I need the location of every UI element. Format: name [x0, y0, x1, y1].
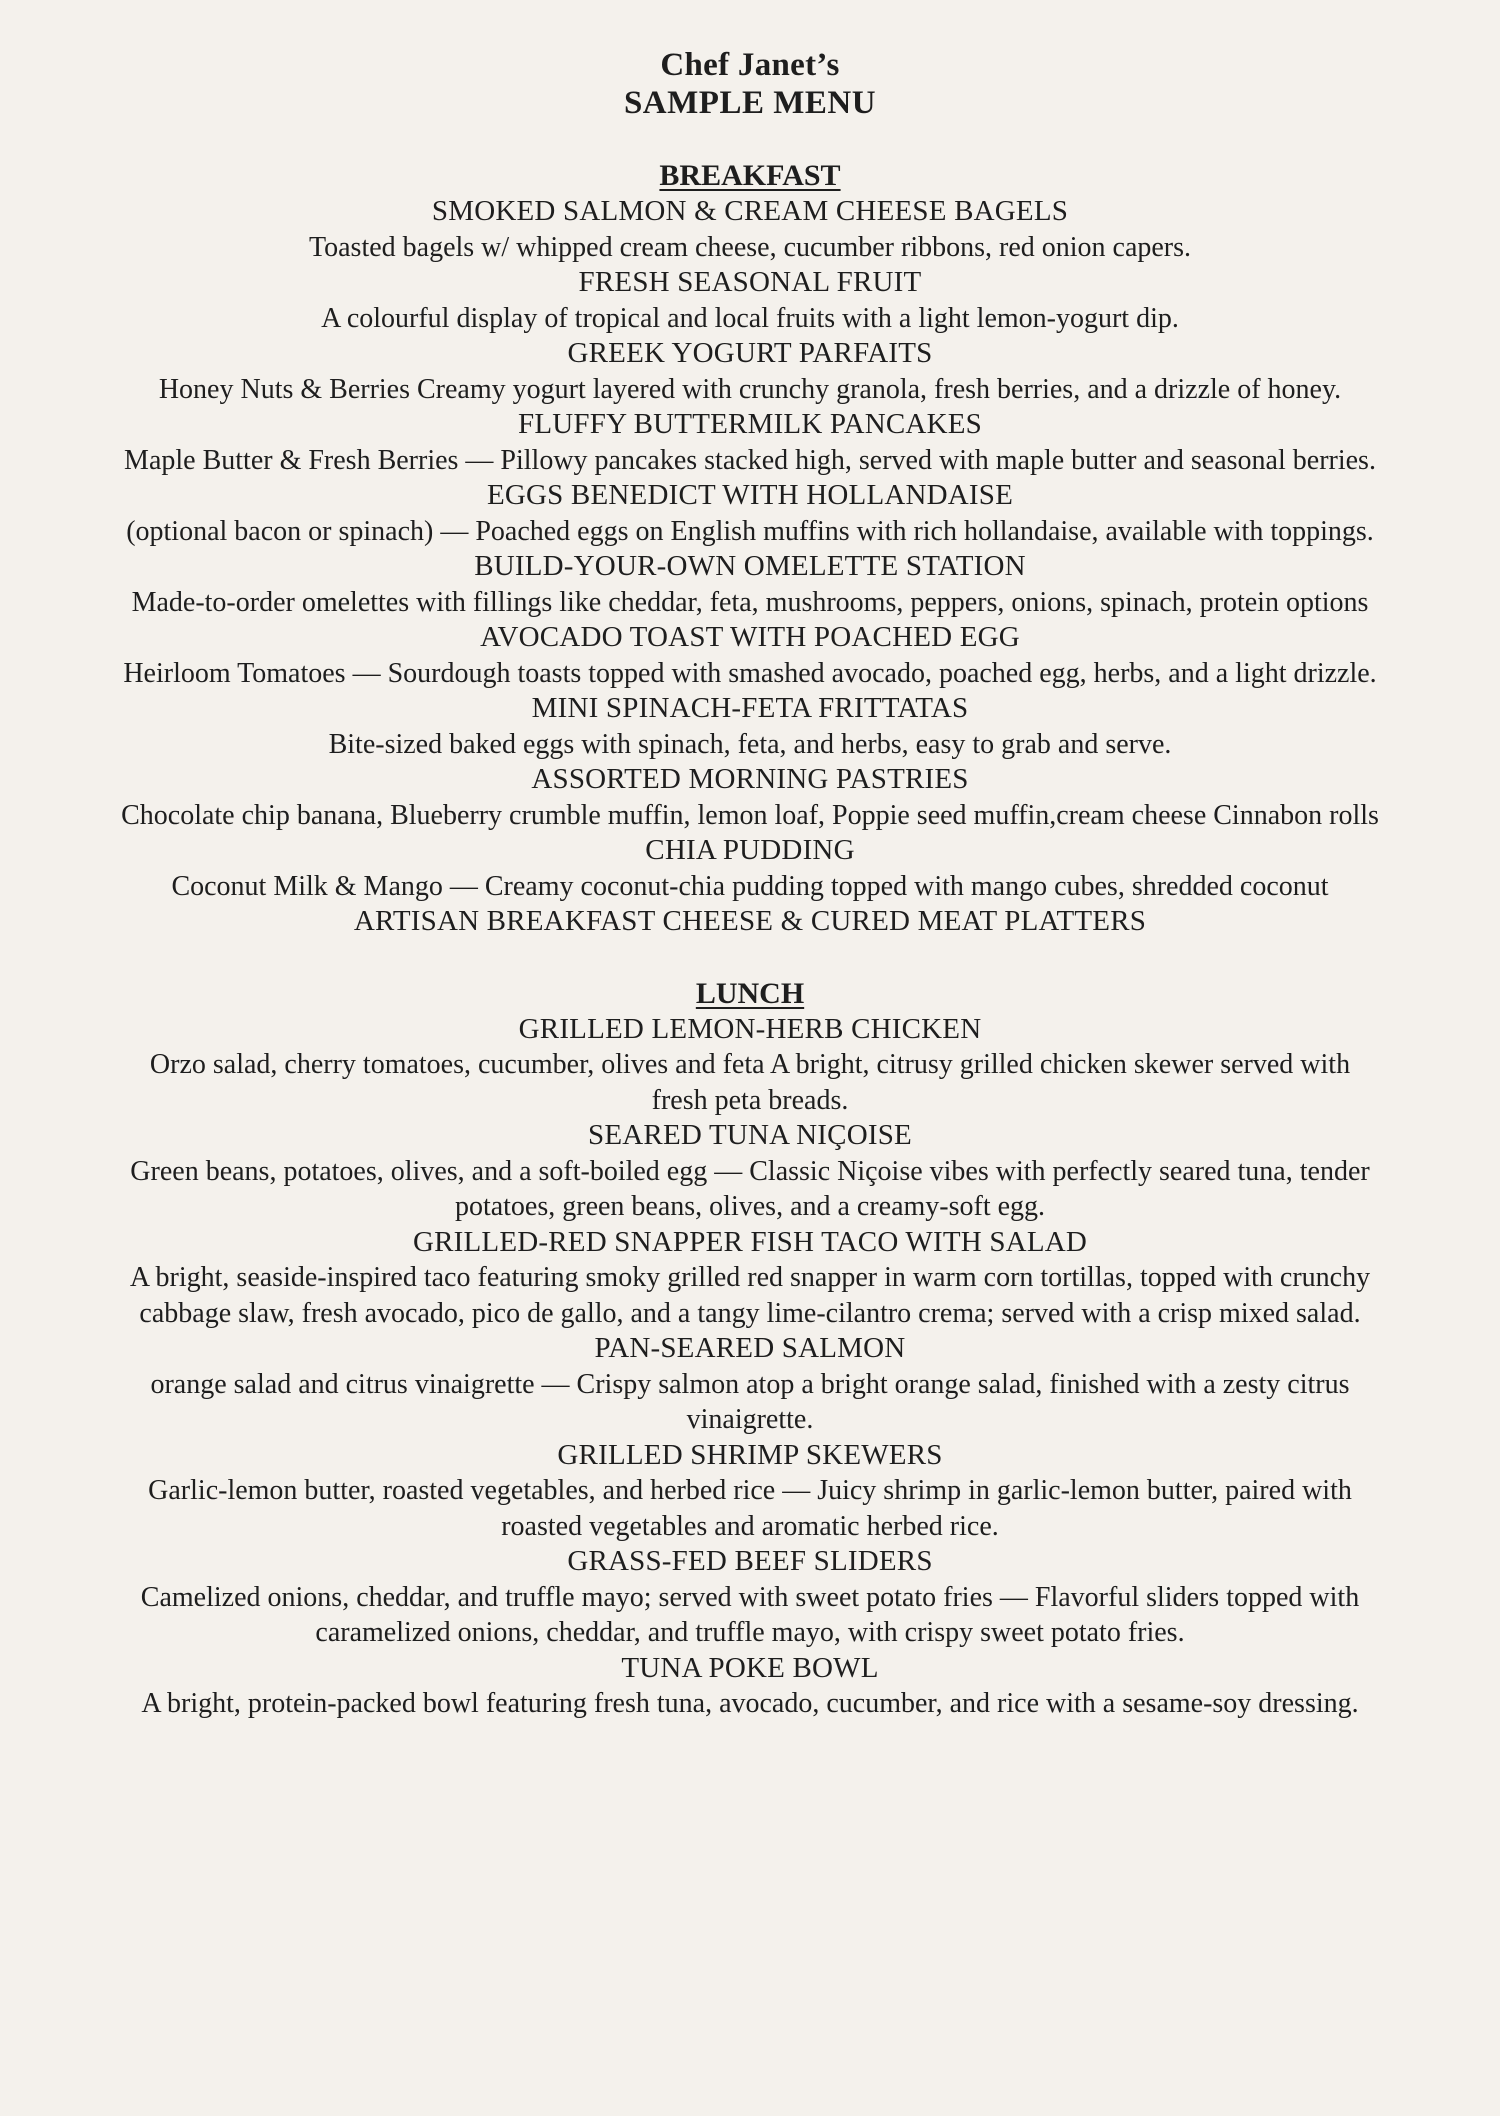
- menu-item: [80, 1331, 1420, 1438]
- item-description: A bright, protein-packed bowl featuring fresh tuna, avocado, cucumber, and rice with a sesame-soy dressing.: [141, 1688, 1359, 1719]
- item-description: Camelized onions, cheddar, and truffle mayo; served with sweet potato fries — Flavorful sliders topped with caramelized onions, cheddar, and truffle mayo, with crispy sweet potato fries.: [140, 1581, 1360, 1648]
- item-description: A bright, seaside-inspired taco featuring smoky grilled red snapper in warm corn tortillas, topped with crunchy cabbage slaw, fresh avocado, pico de gallo, and a tangy lime-cilantro crema; served with a crisp mixed salad.: [129, 1262, 1371, 1329]
- lunch-items: [80, 1012, 1420, 1722]
- item-name: SMOKED SALMON & CREAM CHEESE BAGELS: [431, 195, 1069, 227]
- item-description: (optional bacon or spinach) — Poached eggs on English muffins with rich hollandaise, available with toppings.: [126, 515, 1374, 547]
- menu-title: SAMPLE MENU: [623, 85, 877, 121]
- menu-item: [80, 762, 1420, 833]
- breakfast-items: [80, 194, 1420, 940]
- menu-item: [80, 904, 1420, 940]
- menu-item: [80, 833, 1420, 904]
- item-name: GRASS-FED BEEF SLIDERS: [567, 1545, 933, 1577]
- chef-name: Chef Janet’s: [660, 47, 840, 83]
- menu-item: [80, 194, 1420, 265]
- item-description: Coconut Milk & Mango — Creamy coconut-chia pudding topped with mango cubes, shredded coconut: [171, 870, 1329, 902]
- item-name: MINI SPINACH-FETA FRITTATAS: [531, 692, 969, 724]
- lunch-section: [0, 976, 1500, 1722]
- item-description: Heirloom Tomatoes — Sourdough toasts topped with smashed avocado, poached egg, herbs, and a light drizzle.: [123, 657, 1377, 689]
- item-name: GRILLED LEMON-HERB CHICKEN: [518, 1012, 982, 1045]
- item-name: FLUFFY BUTTERMILK PANCAKES: [518, 408, 982, 440]
- item-name: GRILLED-RED SNAPPER FISH TACO WITH SALAD: [412, 1225, 1088, 1258]
- item-description: Maple Butter & Fresh Berries — Pillowy pancakes stacked high, served with maple butter and seasonal berries.: [124, 444, 1376, 476]
- menu-header: [0, 46, 1500, 122]
- item-description: orange salad and citrus vinaigrette — Crispy salmon atop a bright orange salad, finished with a zesty citrus vinaigrette.: [150, 1368, 1350, 1435]
- menu-item: [80, 1651, 1420, 1722]
- menu-item: [80, 1225, 1420, 1332]
- item-name: AVOCADO TOAST WITH POACHED EGG: [480, 621, 1020, 653]
- item-description: Bite-sized baked eggs with spinach, feta, and herbs, easy to grab and serve.: [328, 728, 1172, 760]
- menu-item: [80, 1544, 1420, 1651]
- item-description: Honey Nuts & Berries Creamy yogurt layered with crunchy granola, fresh berries, and a drizzle of honey.: [158, 373, 1342, 405]
- menu-item: [80, 1012, 1420, 1119]
- menu-item: [80, 336, 1420, 407]
- item-description: Garlic-lemon butter, roasted vegetables, and herbed rice — Juicy shrimp in garlic-lemon butter, paired with roasted vegetables and aromatic herbed rice.: [148, 1475, 1352, 1542]
- lunch-heading: LUNCH: [695, 976, 805, 1010]
- item-description: A colourful display of tropical and local fruits with a light lemon-yogurt dip.: [321, 302, 1179, 334]
- item-name: TUNA POKE BOWL: [621, 1651, 879, 1684]
- menu-item: [80, 620, 1420, 691]
- menu-item: [80, 1438, 1420, 1545]
- item-name: ASSORTED MORNING PASTRIES: [531, 763, 969, 795]
- item-description: Made-to-order omelettes with fillings like cheddar, feta, mushrooms, peppers, onions, spinach, protein options: [131, 586, 1369, 618]
- item-name: BUILD-YOUR-OWN OMELETTE STATION: [474, 550, 1026, 582]
- item-name: PAN-SEARED SALMON: [594, 1332, 906, 1364]
- menu-item: [80, 549, 1420, 620]
- item-name: EGGS BENEDICT WITH HOLLANDAISE: [486, 479, 1014, 511]
- item-description: Orzo salad, cherry tomatoes, cucumber, olives and feta A bright, citrusy grilled chicken skewer served with fresh peta breads.: [149, 1049, 1351, 1116]
- item-description: Toasted bagels w/ whipped cream cheese, cucumber ribbons, red onion capers.: [308, 231, 1192, 263]
- breakfast-section: [0, 158, 1500, 940]
- menu-item: [80, 1118, 1420, 1225]
- item-name: GREEK YOGURT PARFAITS: [567, 337, 933, 369]
- item-description: Green beans, potatoes, olives, and a soft-boiled egg — Classic Niçoise vibes with perfectly seared tuna, tender potatoes, green beans, olives, and a creamy-soft egg.: [130, 1155, 1370, 1222]
- item-name: GRILLED SHRIMP SKEWERS: [557, 1438, 943, 1471]
- item-name: FRESH SEASONAL FRUIT: [578, 266, 922, 298]
- menu-item: [80, 691, 1420, 762]
- item-name: SEARED TUNA NIÇOISE: [588, 1119, 912, 1151]
- breakfast-heading: BREAKFAST: [659, 159, 841, 192]
- menu-item: [80, 265, 1420, 336]
- item-name: CHIA PUDDING: [645, 834, 855, 866]
- menu-item: [80, 478, 1420, 549]
- item-name: ARTISAN BREAKFAST CHEESE & CURED MEAT PLATTERS: [353, 905, 1147, 937]
- menu-item: [80, 407, 1420, 478]
- item-description: Chocolate chip banana, Blueberry crumble muffin, lemon loaf, Poppie seed muffin,cream cheese Cinnabon rolls: [121, 799, 1379, 831]
